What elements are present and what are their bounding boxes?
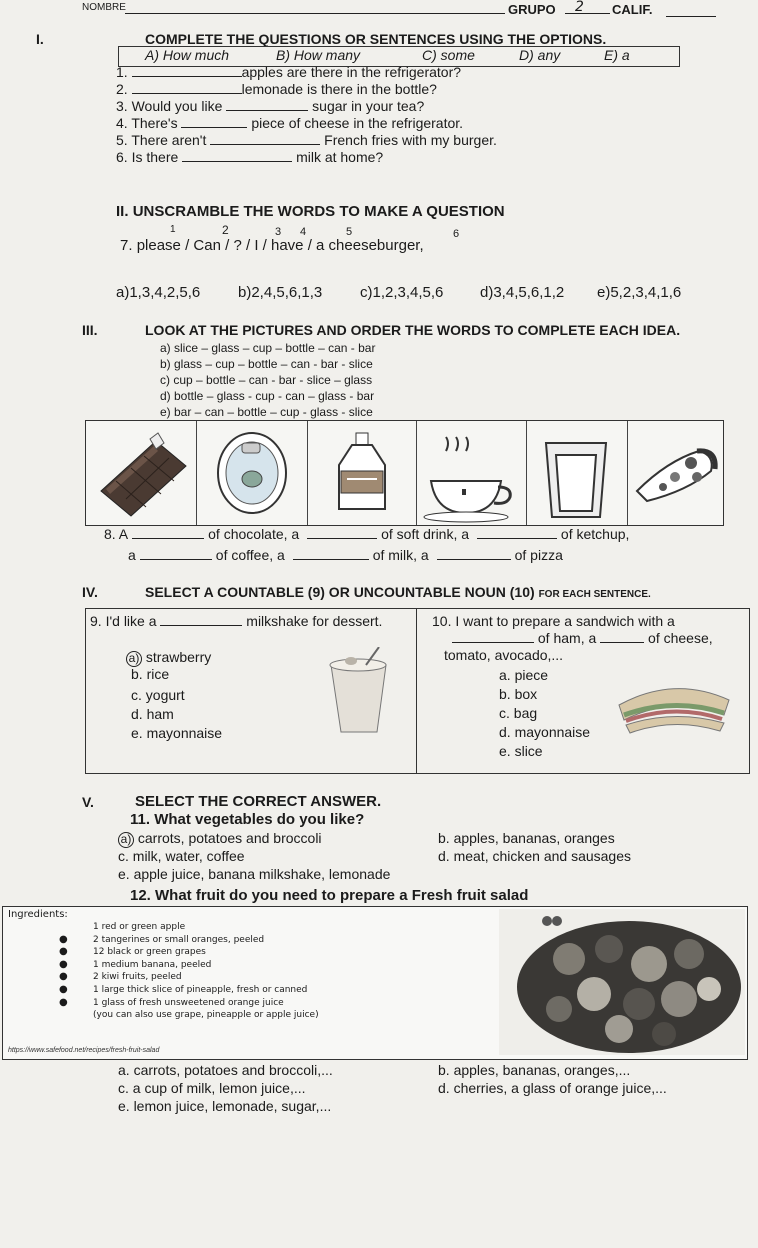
fill-text: of soft drink, a — [381, 526, 470, 542]
question-11: 11. What vegetables do you like? — [130, 811, 365, 828]
answer-blank[interactable] — [307, 526, 377, 539]
word-have: have — [271, 237, 304, 254]
bullet-icon: ● — [59, 996, 68, 1008]
question-4 — [116, 115, 463, 131]
option-d: D) any — [519, 47, 561, 63]
section-4-title — [145, 584, 651, 600]
ingredient-item — [59, 971, 319, 984]
order-mark-4: 4 — [300, 226, 307, 238]
answer-b[interactable]: b)2,4,5,6,1,3 — [238, 284, 323, 301]
word-cheeseburger: a cheeseburger, — [316, 237, 424, 254]
answer-blank[interactable] — [181, 115, 247, 128]
answer-blank[interactable] — [132, 64, 242, 77]
ingredient-text: 2 tangerines or small oranges, peeled — [93, 934, 265, 945]
soft-drink-can-picture — [196, 421, 308, 525]
option-text: bag — [513, 705, 538, 721]
section-4-number: IV. — [82, 584, 98, 600]
option-letter: e. — [499, 743, 511, 759]
answer-blank[interactable] — [600, 630, 644, 643]
q-pre: There's — [131, 115, 178, 131]
option-text: carrots, potatoes and broccoli — [137, 830, 322, 846]
section-3-title: LOOK AT THE PICTURES AND ORDER THE WORDS TO COMPLETE EACH IDEA. — [145, 322, 681, 338]
pizza-slice-picture — [627, 421, 722, 525]
option-text: yogurt — [145, 687, 185, 703]
answer-a[interactable]: a)1,3,4,2,5,6 — [116, 284, 201, 301]
q-number: 6. — [116, 149, 128, 165]
ingredient-item — [59, 996, 319, 1010]
option-letter: d. — [131, 706, 143, 722]
section-4-heading-small: FOR EACH SENTENCE. — [538, 589, 651, 600]
option-c: C) some — [422, 47, 475, 63]
q9-option-a[interactable] — [126, 649, 211, 667]
fruit-salad-picture — [499, 909, 745, 1055]
q12-option-e[interactable]: e. lemon juice, lemonade, sugar,... — [118, 1098, 332, 1114]
ingredient-item — [59, 983, 319, 997]
q-text: apples are there in the refrigerator? — [241, 64, 462, 80]
question-1 — [116, 64, 461, 80]
ingredients-list — [59, 921, 319, 1022]
answer-e[interactable]: e)5,2,3,4,1,6 — [597, 284, 682, 301]
sandwich-picture — [614, 675, 734, 735]
answer-blank[interactable] — [477, 526, 557, 539]
option-letter: a) — [118, 832, 134, 848]
q-text: milkshake for dessert. — [246, 613, 383, 629]
grupo-line[interactable] — [565, 13, 610, 14]
chocolate-bar-picture — [86, 421, 197, 525]
option-text: box — [514, 686, 538, 702]
separator: / — [225, 237, 230, 254]
separator: / — [185, 237, 190, 254]
answer-blank[interactable] — [293, 547, 369, 560]
q-text: lemonade is there in the bottle? — [241, 81, 437, 97]
fill-text: of coffee, a — [215, 547, 285, 563]
question-6 — [116, 149, 383, 165]
order-mark-2: 2 — [222, 223, 229, 237]
ingredient-text: 1 glass of fresh unsweetened orange juice — [93, 997, 284, 1008]
word-can: Can — [193, 237, 221, 254]
order-mark-1: 1 — [170, 224, 176, 235]
answer-blank[interactable] — [140, 547, 212, 560]
ingredient-item — [93, 1009, 319, 1022]
q10-option-a[interactable] — [499, 667, 548, 683]
q12-option-d[interactable]: d. cherries, a glass of orange juice,... — [438, 1080, 667, 1096]
section-5-number: V. — [82, 794, 94, 810]
order-option-a[interactable]: a) slice – glass – cup – bottle – can - bar — [160, 341, 376, 355]
order-option-c[interactable]: c) cup – bottle – can - bar - slice – glass — [160, 373, 373, 387]
fill-prefix: a — [128, 547, 136, 563]
ingredient-item — [59, 946, 319, 959]
fill-text: of ketchup, — [560, 526, 630, 542]
option-a: A) How much — [145, 47, 230, 63]
q12-option-b[interactable]: b. apples, bananas, oranges,... — [438, 1062, 631, 1078]
q10-option-e[interactable] — [499, 743, 543, 759]
milk-glass-picture — [526, 421, 628, 525]
bullet-icon: ● — [59, 971, 68, 983]
question-12: 12. What fruit do you need to prepare a Fresh fruit salad — [130, 887, 529, 904]
q-text: piece of cheese in the refrigerator. — [251, 115, 464, 131]
q-number: 4. — [116, 115, 128, 131]
q11-option-c[interactable]: c. milk, water, coffee — [118, 848, 245, 864]
answer-blank[interactable] — [226, 98, 308, 111]
answer-blank[interactable] — [182, 149, 292, 162]
q-text: French fries with my burger. — [324, 132, 497, 148]
ingredient-text: 12 black or green grapes — [93, 947, 206, 958]
answer-blank[interactable] — [160, 613, 242, 626]
q-number: 7. — [120, 237, 133, 254]
option-text: strawberry — [145, 649, 212, 665]
fill-line-2 — [128, 547, 563, 563]
order-option-b[interactable]: b) glass – cup – bottle – can - bar - slice — [160, 357, 373, 371]
fill-prefix: 8. A — [104, 526, 129, 542]
ingredient-text: 1 large thick slice of pineapple, fresh or canned — [93, 984, 308, 995]
option-text: mayonnaise — [146, 725, 223, 741]
order-option-d[interactable]: d) bottle – glass - cup - can – glass - bar — [160, 389, 375, 403]
separator: / — [262, 237, 267, 254]
calif-label: CALIF. — [612, 2, 653, 17]
option-letter: d. — [499, 724, 511, 740]
section-2-title — [116, 204, 505, 220]
q-number: 2. — [116, 81, 128, 97]
section-2-number: II. — [116, 203, 129, 220]
milkshake-picture — [311, 647, 406, 737]
section-5-title: SELECT THE CORRECT ANSWER. — [135, 793, 382, 810]
picture-strip — [85, 420, 724, 526]
answer-c[interactable]: c)1,2,3,4,5,6 — [360, 284, 444, 301]
source-link[interactable]: https://www.safefood.net/recipes/fresh-fruit-salad — [8, 1047, 160, 1054]
option-text: mayonnaise — [514, 724, 591, 740]
q11-option-e[interactable]: e. apple juice, banana milkshake, lemonade — [118, 866, 391, 882]
name-line[interactable] — [125, 13, 505, 14]
option-letter: e. — [131, 725, 143, 741]
answer-blank[interactable] — [132, 81, 242, 94]
ingredient-item — [93, 921, 319, 934]
order-mark-3: 3 — [275, 226, 282, 238]
bullet-icon: ● — [59, 946, 68, 958]
ingredients-title: Ingredients: — [8, 909, 68, 920]
q-text: of cheese, — [648, 630, 713, 646]
q12-option-c[interactable]: c. a cup of milk, lemon juice,... — [118, 1080, 306, 1096]
ingredient-text: 1 medium banana, peeled — [93, 959, 212, 970]
option-letter: c. — [131, 687, 142, 703]
q-text: sugar in your tea? — [312, 98, 425, 114]
option-b: B) How many — [276, 47, 361, 63]
bullet-icon: ● — [59, 933, 68, 945]
question-5 — [116, 132, 497, 148]
q11-option-b[interactable]: b. apples, bananas, oranges — [438, 830, 615, 846]
ingredient-item — [59, 933, 319, 947]
ingredient-text: 2 kiwi fruits, peeled — [93, 972, 182, 983]
name-label: NOMBRE — [82, 2, 126, 13]
recipe-box — [2, 906, 748, 1060]
q11-option-a[interactable] — [118, 830, 322, 848]
scrambled-question — [120, 222, 640, 262]
option-text: rice — [146, 666, 170, 682]
column-divider — [416, 609, 417, 773]
q-pre: Would you like — [131, 98, 223, 114]
fill-text: of chocolate, a — [208, 526, 300, 542]
fill-text: of milk, a — [372, 547, 429, 563]
option-text: slice — [514, 743, 543, 759]
q10-option-b[interactable] — [499, 686, 537, 702]
answer-blank[interactable] — [437, 547, 511, 560]
section-1-title: COMPLETE THE QUESTIONS OR SENTENCES USING THE OPTIONS. — [145, 31, 607, 47]
q-pre: Is there — [131, 149, 179, 165]
order-mark-6: 6 — [453, 228, 460, 240]
q11-option-d[interactable]: d. meat, chicken and sausages — [438, 848, 632, 864]
q-number: 3. — [116, 98, 128, 114]
separator: / — [307, 237, 312, 254]
answer-blank[interactable] — [210, 132, 320, 145]
q9-option-d[interactable] — [131, 706, 174, 722]
answer-blank[interactable] — [132, 526, 204, 539]
q-number: 9. — [90, 613, 102, 629]
option-letter: a. — [499, 667, 511, 683]
q-text: milk at home? — [296, 149, 384, 165]
question-2 — [116, 81, 437, 97]
order-mark-5: 5 — [346, 226, 353, 238]
option-text: ham — [146, 706, 174, 722]
section-4-box — [85, 608, 750, 774]
calif-line[interactable] — [666, 16, 716, 17]
option-letter: c. — [499, 705, 510, 721]
word-please: please — [136, 237, 181, 254]
section-1-number: I. — [36, 31, 44, 47]
q9-option-b[interactable] — [131, 666, 169, 682]
word-i: I — [254, 237, 259, 254]
coffee-cup-picture — [416, 421, 527, 525]
option-text: piece — [514, 667, 549, 683]
option-e: E) a — [604, 47, 630, 63]
answer-blank[interactable] — [452, 630, 534, 643]
question-10-line-3: tomato, avocado,... — [444, 647, 564, 663]
bullet-icon: ● — [59, 958, 68, 970]
option-letter: a) — [126, 651, 142, 667]
answer-d[interactable]: d)3,4,5,6,1,2 — [480, 284, 565, 301]
question-10-line-2 — [452, 630, 713, 646]
fill-line-1 — [104, 526, 629, 542]
separator: / — [245, 237, 251, 254]
question-3 — [116, 98, 424, 114]
grupo-value: 2 — [575, 0, 584, 15]
option-letter: b. — [131, 666, 143, 682]
q9-option-e[interactable] — [131, 725, 222, 741]
scrambled-words — [120, 238, 424, 254]
section-3-number: III. — [82, 322, 98, 338]
q-number: 1. — [116, 64, 128, 80]
q9-option-c[interactable] — [131, 687, 185, 703]
ketchup-bottle-picture — [307, 421, 417, 525]
q-pre: I'd like a — [105, 613, 157, 629]
q-pre: There aren't — [131, 132, 207, 148]
ingredient-text: (you can also use grape, pineapple or apple juice) — [93, 1010, 319, 1021]
word-question-mark: ? — [233, 237, 242, 254]
q-text: of ham, a — [537, 630, 597, 646]
option-letter: b. — [499, 686, 511, 702]
ingredient-item — [59, 958, 319, 972]
order-option-e[interactable]: e) bar – can – bottle – cup - glass - slice — [160, 405, 373, 419]
q12-option-a[interactable]: a. carrots, potatoes and broccoli,... — [118, 1062, 333, 1078]
section-4-heading: SELECT A COUNTABLE (9) OR UNCOUNTABLE NOUN (10) — [145, 584, 535, 600]
q10-option-d[interactable] — [499, 724, 590, 740]
fill-text: of pizza — [514, 547, 563, 563]
ingredient-text: 1 red or green apple — [93, 922, 186, 932]
bullet-icon: ● — [59, 983, 68, 995]
section-2-heading: UNSCRAMBLE THE WORDS TO MAKE A QUESTION — [132, 203, 505, 220]
q10-option-c[interactable] — [499, 705, 537, 721]
question-10-line-1: 10. I want to prepare a sandwich with a — [432, 613, 675, 629]
question-9 — [90, 613, 382, 629]
q-number: 5. — [116, 132, 128, 148]
grupo-label: GRUPO — [508, 2, 556, 17]
